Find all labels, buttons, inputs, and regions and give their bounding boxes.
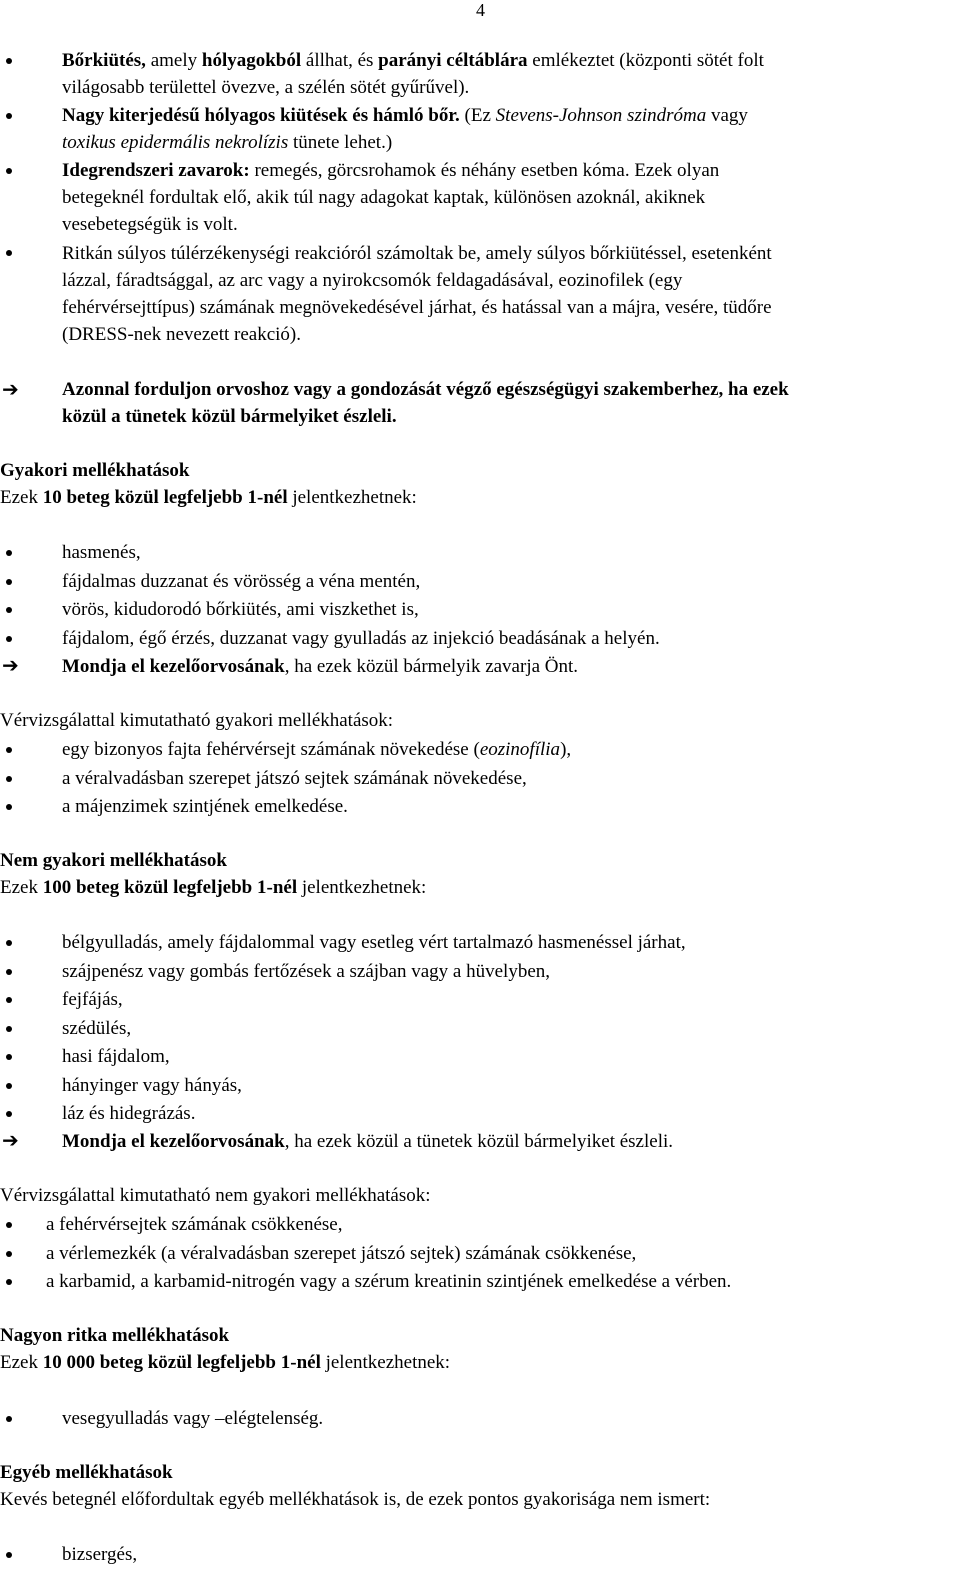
bullet-dot-icon [6,776,12,782]
bullet-dot-icon [6,1222,12,1228]
bullet-dot-icon [6,58,12,64]
arrow-right-icon: ➔ [2,1128,19,1152]
bullet-2-line-1: Nagy kiterjedésű hólyagos kiütések és hámló bőr. (Ez Stevens-Johnson szindróma vagy [62,105,748,126]
uncommon-blood-item: a vérlemezkék (a véralvadásban szerepet játszó sejtek) számának csökkenése, [46,1243,637,1264]
bullet-dot-icon [6,636,12,642]
warning-line-2: közül a tünetek közül bármelyiket észleli. [62,406,397,427]
very-rare-heading: Nagyon ritka mellékhatások [0,1325,230,1346]
warning-line-1: Azonnal forduljon orvoshoz vagy a gondozását végző egészségügyi szakemberhez, ha ezek [62,379,789,400]
uncommon-item: hasi fájdalom, [62,1046,170,1067]
bullet-dot-icon [6,1026,12,1032]
page-number: 4 [476,0,485,20]
common-item: vörös, kidudorodó bőrkiütés, ami viszkethet is, [62,599,419,620]
bullet-3-line-1: Idegrendszeri zavarok: remegés, görcsrohamok és néhány esetben kóma. Ezek olyan [62,160,720,181]
bullet-1-line-2: világosabb területtel övezve, a szélén sötét gyűrűvel). [62,77,470,98]
arrow-right-icon: ➔ [2,377,19,401]
common-blood-heading: Vérvizsgálattal kimutatható gyakori mellékhatások: [0,710,394,731]
uncommon-heading: Nem gyakori mellékhatások [0,850,227,871]
bullet-dot-icon [6,1111,12,1117]
arrow-right-icon: ➔ [2,653,19,677]
other-heading: Egyéb mellékhatások [0,1462,173,1483]
bullet-4-line-2: lázzal, fáradtsággal, az arc vagy a nyirokcsomók feldagadásával, eozinofilek (egy [62,270,683,291]
bullet-dot-icon [6,1279,12,1285]
common-heading: Gyakori mellékhatások [0,460,190,481]
bullet-1-line-1: Bőrkiütés, amely hólyagokból állhat, és parányi céltáblára emlékeztet (központi sötét folt [62,50,764,71]
common-item: hasmenés, [62,542,141,563]
bullet-dot-icon [6,1416,12,1422]
bullet-3-line-3: vesebetegségük is volt. [62,214,238,235]
bullet-dot-icon [6,250,12,256]
uncommon-item: szédülés, [62,1018,132,1039]
bullet-dot-icon [6,607,12,613]
uncommon-item: fejfájás, [62,989,123,1010]
bullet-dot-icon [6,997,12,1003]
bullet-dot-icon [6,804,12,810]
uncommon-item: bélgyulladás, amely fájdalommal vagy esetleg vért tartalmazó hasmenéssel járhat, [62,932,686,953]
uncommon-blood-item: a karbamid, a karbamid-nitrogén vagy a szérum kreatinin szintjének emelkedése a vérben. [46,1271,732,1292]
uncommon-item: hányinger vagy hányás, [62,1075,242,1096]
bullet-dot-icon [6,747,12,753]
common-item: fájdalom, égő érzés, duzzanat vagy gyulladás az injekció beadásának a helyén. [62,628,660,649]
bullet-dot-icon [6,969,12,975]
bullet-dot-icon [6,1251,12,1257]
bullet-dot-icon [6,168,12,174]
uncommon-item: láz és hidegrázás. [62,1103,196,1124]
bullet-dot-icon [6,579,12,585]
bullet-4-line-3: fehérvérsejttípus) számának megnövekedésével járhat, és hatással van a májra, vesére, tüdőre [62,297,772,318]
common-blood-item: egy bizonyos fajta fehérvérsejt számának növekedése (eozinofília), [62,739,572,760]
uncommon-tell-doctor: Mondja el kezelőorvosának, ha ezek közül a tünetek közül bármelyiket észleli. [62,1131,674,1152]
bullet-dot-icon [6,940,12,946]
other-item: bizsergés, [62,1544,138,1565]
very-rare-frequency: Ezek 10 000 beteg közül legfeljebb 1-nél jelentkezhetnek: [0,1352,451,1373]
very-rare-item: vesegyulladás vagy –elégtelenség. [62,1408,324,1429]
bullet-dot-icon [6,1054,12,1060]
bullet-3-line-2: betegeknél fordultak elő, akik túl nagy adagokat kaptak, különösen azoknál, akiknek [62,187,706,208]
uncommon-item: szájpenész vagy gombás fertőzések a szájban vagy a hüvelyben, [62,961,550,982]
common-tell-doctor: Mondja el kezelőorvosának, ha ezek közül bármelyik zavarja Önt. [62,656,579,677]
bullet-4-line-4: (DRESS-nek nevezett reakció). [62,324,301,345]
bullet-dot-icon [6,550,12,556]
bullet-dot-icon [6,1552,12,1558]
uncommon-blood-heading: Vérvizsgálattal kimutatható nem gyakori mellékhatások: [0,1185,431,1206]
common-blood-item: a véralvadásban szerepet játszó sejtek számának növekedése, [62,768,527,789]
bullet-2-line-2: toxikus epidermális nekrolízis tünete lehet.) [62,132,393,153]
bullet-dot-icon [6,1083,12,1089]
other-text: Kevés betegnél előfordultak egyéb mellékhatások is, de ezek pontos gyakorisága nem ismert: [0,1489,711,1510]
bullet-dot-icon [6,113,12,119]
common-item: fájdalmas duzzanat és vörösség a véna mentén, [62,571,421,592]
uncommon-blood-item: a fehérvérsejtek számának csökkenése, [46,1214,343,1235]
bullet-4-line-1: Ritkán súlyos túlérzékenységi reakcióról számoltak be, amely súlyos bőrkiütéssel, esetenként [62,243,772,264]
uncommon-frequency: Ezek 100 beteg közül legfeljebb 1-nél jelentkezhetnek: [0,877,427,898]
common-blood-item: a májenzimek szintjének emelkedése. [62,796,348,817]
common-frequency: Ezek 10 beteg közül legfeljebb 1-nél jelentkezhetnek: [0,487,417,508]
